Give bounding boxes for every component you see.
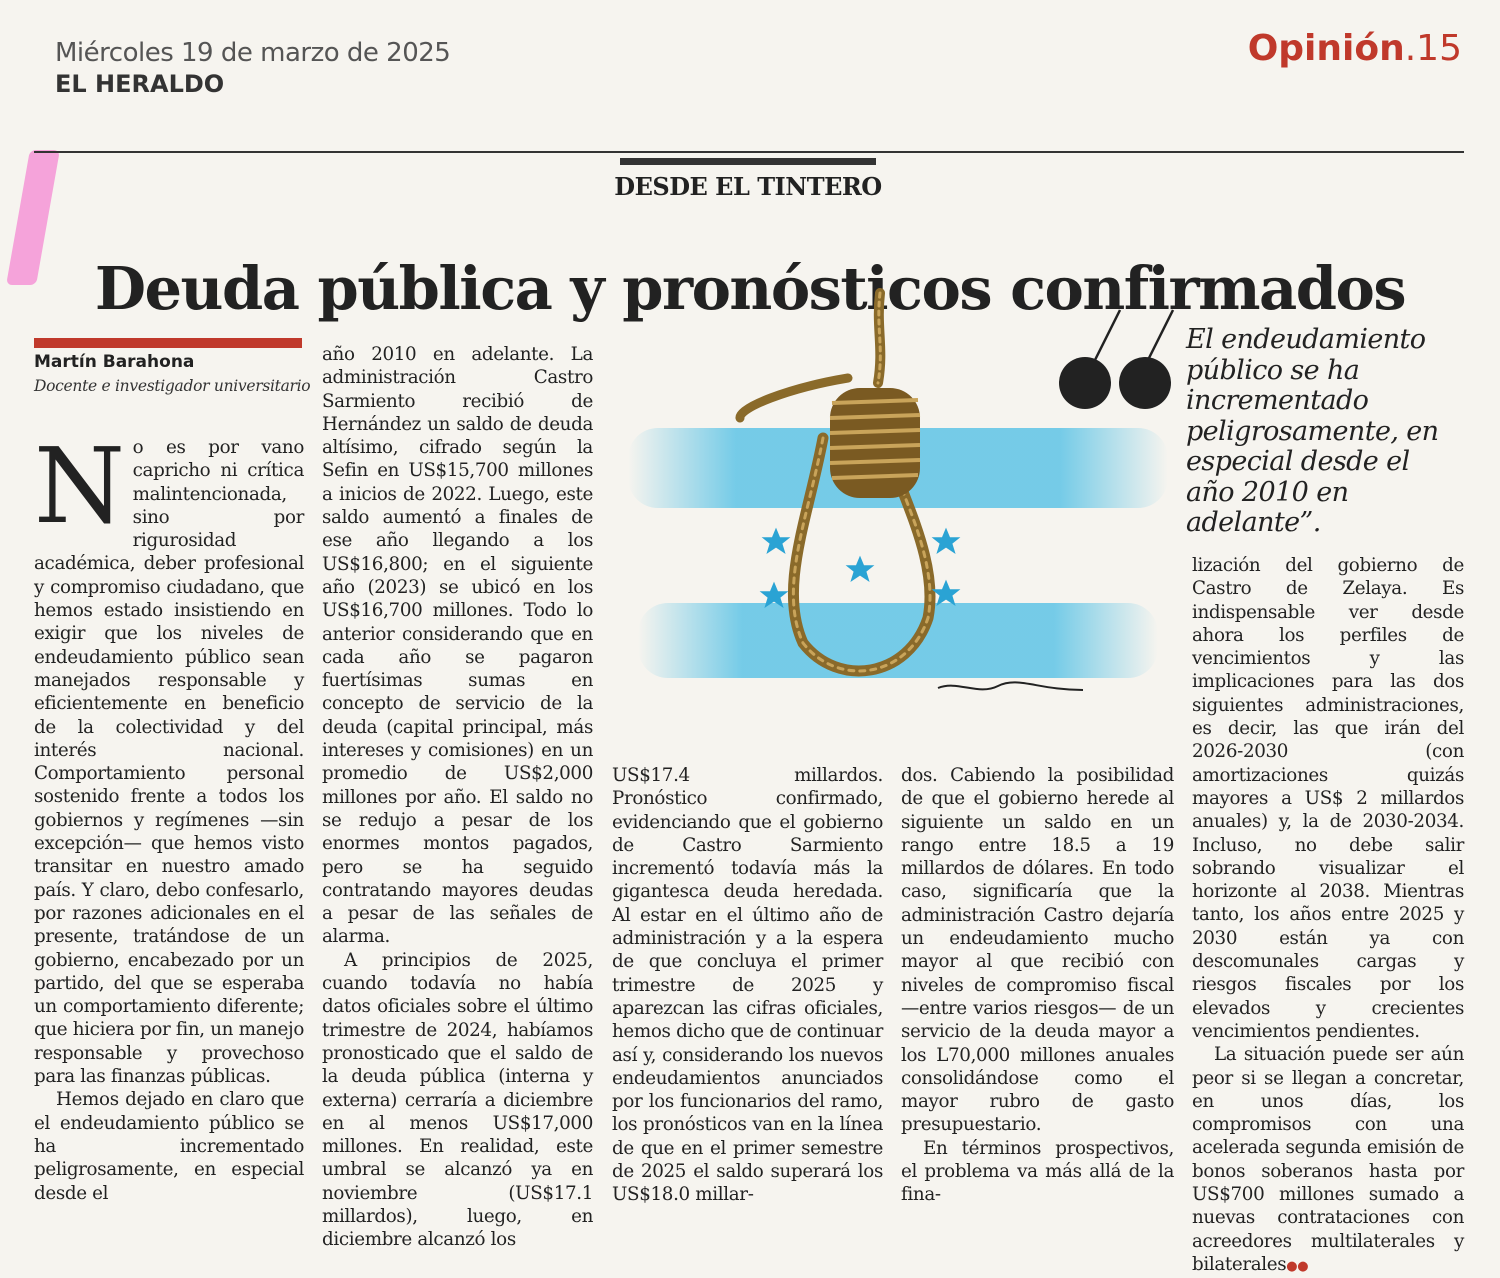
paragraph: US$17.4 millardos. Pronóstico confirmado, evidenciando que el gobierno de Castro Sarmiento incrementó todavía más la gigantesca deuda heredada. Al estar en el último año de administración y a la espera de que concluya el primer trimestre de 2025 y aparezcan las cifras oficiales, hemos dicho que de continuar así y, considerando los nuevos endeudamientos anunciados por los funcionarios del ramo, los pronósticos van en la línea de que en el primer semestre de 2025 el saldo superará los US$18.0 millar-	[612, 765, 883, 1206]
paragraph	[1192, 1043, 1464, 1278]
author-name: Martín Barahona	[34, 352, 195, 372]
noose-coil	[830, 388, 920, 498]
header-rule	[34, 151, 1464, 153]
drop-cap: N	[34, 425, 125, 547]
author-role: Docente e investigador universitario	[34, 377, 311, 395]
column-1	[34, 425, 304, 1205]
column-4	[901, 764, 1174, 1207]
page-number: .15	[1404, 28, 1462, 69]
section-header	[1248, 28, 1462, 69]
headline: Deuda pública y pronósticos confirmados	[94, 253, 1406, 323]
paragraph-text: o es por vano capricho ni crítica malintencionada, sino por rigurosidad académica, deber profesional y compromiso ciudadano, que hemos estado insistiendo en exigir que los niveles de endeudamiento público sean manejados responsable y eficientemente en beneficio de la colectividad y del interés nacional. Comportamiento personal sostenido frente a todos los gobiernos y regímenes —sin excepción— que hemos visto transitar en nuestro amado país. Y claro, debo confesarlo, por razones adicionales en el presente, tratándose de un gobierno, encabezado por un partido, del que se esperaba un comportamiento diferente; que hiciera por fin, un manejo responsable y provechoso para las finanzas públicas.	[34, 437, 304, 1088]
paragraph: A principios de 2025, cuando todavía no había datos oficiales sobre el último trimestre de 2024, habíamos pronosticado que el saldo de la deuda pública (interna y externa) cerraría a diciembre en al menos US$17,000 millones. En realidad, este umbral se alcanzó ya en noviembre (US$17.1 millardos), luego, en diciembre alcanzó los	[322, 949, 593, 1251]
newspaper-name: EL HERALDO	[55, 70, 225, 98]
quote-icon	[1055, 305, 1180, 415]
section-name: Opinión	[1247, 28, 1405, 69]
paragraph: dos. Cabiendo la posibilidad de que el gobierno herede al siguiente un saldo en un rango entre 18.5 a 19 millardos de dólares. En todo caso, significaría que la administración Castro dejaría un endeudamiento mucho mayor al que recibió con niveles de compromiso fiscal —entre varios riesgos— de un servicio de la deuda mayor a los L70,000 millones anuales consolidándose como el mayor rubro de gasto presupuestario.	[901, 765, 1174, 1136]
column-2	[322, 343, 593, 1252]
edition-date: Miércoles 19 de marzo de 2025	[55, 38, 451, 68]
column-3	[612, 764, 883, 1207]
paragraph-text: La situación puede ser aún peor si se llegan a concretar, en unos días, los compromisos con una acelerada segunda emisión de bonos soberanos hasta por US$700 millones sumado a nuevas contrataciones con acreedores multilaterales y bilaterales	[1192, 1044, 1464, 1275]
paragraph: lización del gobierno de Castro de Zelaya. Es indispensable ver desde ahora los perfiles de vencimientos y las implicaciones para las dos siguientes administraciones, es decir, las que irán del 2026-2030 (con amortizaciones quizás mayores a US$ 2 millardos anuales) y, la de 2030-2034. Incluso, no debe salir sobrando visualizar el horizonte al 2038. Mientras tanto, los años entre 2025 y 2030 están ya con descomunales cargas y riesgos fiscales por los elevados y crecientes vencimientos pendientes.	[1192, 555, 1464, 1042]
column-5	[1192, 554, 1464, 1278]
end-mark: ●●	[1286, 1258, 1309, 1274]
artist-signature	[938, 682, 1083, 690]
author-bar	[34, 338, 302, 348]
flag-band-bottom	[638, 603, 1158, 678]
paragraph	[34, 425, 304, 1088]
paragraph: año 2010 en adelante. La administración Castro Sarmiento recibió de Hernández un saldo de deuda altísimo, cifrado según la Sefin en US$15,700 millones a inicios de 2022. Luego, este saldo aumentó a finales de ese año llegando a los US$16,800; en el siguiente año (2023) se ubicó en los US$16,700 millones. Todo lo anterior considerando que en cada año se pagaron fuertísimas sumas en concepto de servicio de la deuda (capital principal, más intereses y comisiones) en un promedio de US$2,000 millones por año. El saldo no se redujo a pesar de los enormes montos pagados, pero se ha seguido contratando mayores deudas a pesar de las señales de alarma.	[322, 344, 593, 948]
paragraph: Hemos dejado en claro que el endeudamiento público se ha incrementado peligrosamente, en especial desde el	[34, 1089, 304, 1204]
column-kicker: DESDE EL TINTERO	[614, 172, 882, 201]
kicker-bar	[620, 158, 876, 165]
pull-quote: El endeudamiento público se ha incrementado peligrosamente, en especial desde el año 2010 en adelante”.	[1186, 324, 1439, 538]
paragraph: En términos prospectivos, el problema va más allá de la fina-	[901, 1137, 1174, 1206]
